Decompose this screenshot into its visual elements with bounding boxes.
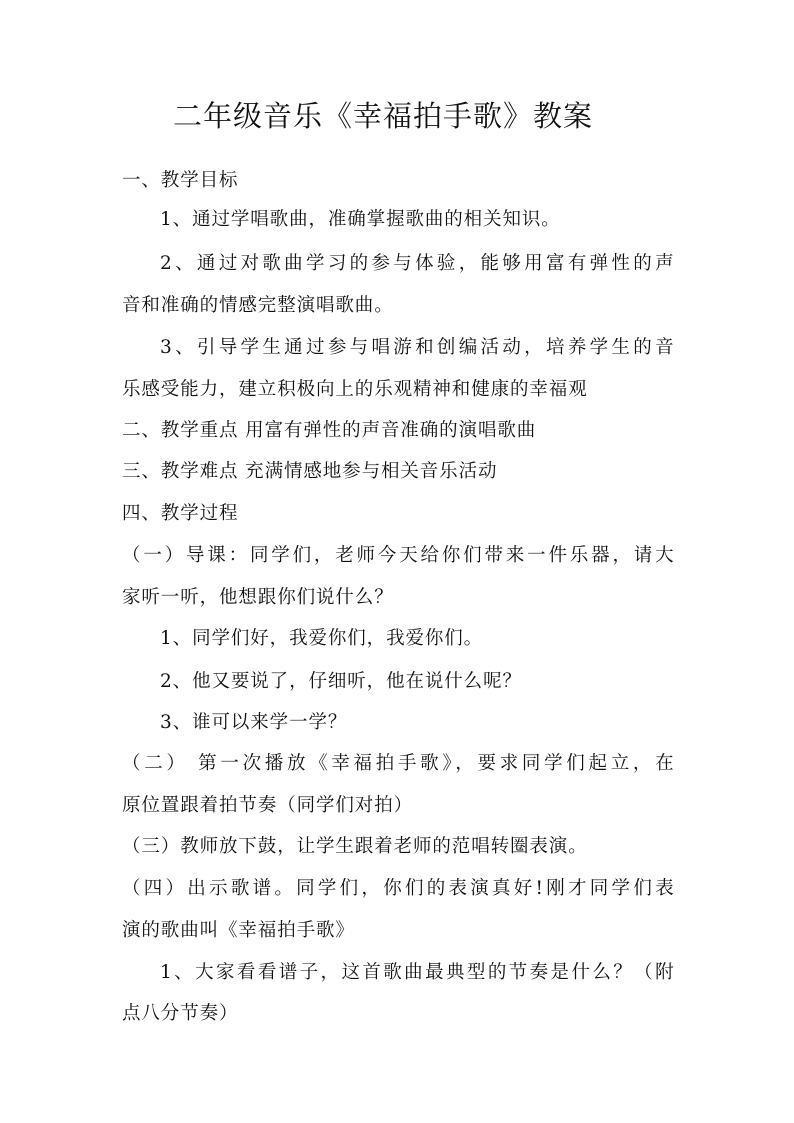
paragraph-line: 家听一听，他想跟你们说什么？: [122, 587, 394, 608]
paragraph-line: 2、他又要说了，仔细听，他在说什么呢？: [160, 671, 522, 692]
paragraph-line: 音和准确的情感完整演唱歌曲。: [122, 295, 394, 316]
section-heading-key-points: 二、教学重点 用富有弹性的声音准确的演唱歌曲: [122, 420, 537, 441]
paragraph-line: （四）出示歌谱。同学们，你们的表演真好!刚才同学们表: [122, 878, 674, 899]
paragraph-line: 1、通过学唱歌曲，准确掌握歌曲的相关知识。: [160, 209, 561, 230]
paragraph-line: 1、同学们好，我爱你们，我爱你们。: [160, 628, 484, 649]
paragraph-line: 3、谁可以来学一学？: [160, 712, 348, 733]
paragraph-line: 乐感受能力，建立积极向上的乐观精神和健康的幸福观: [122, 379, 588, 400]
document-title: 二年级音乐《幸福拍手歌》教案: [172, 99, 593, 133]
paragraph-line: （二） 第一次播放《幸福拍手歌》，要求同学们起立，在: [122, 753, 674, 774]
paragraph-line: 原位置跟着拍节奏（同学们对拍）: [122, 795, 414, 816]
paragraph-line: 1、大家看看谱子，这首歌曲最典型的节奏是什么？（附: [160, 962, 674, 983]
section-heading-difficulties: 三、教学难点 充满情感地参与相关音乐活动: [122, 461, 498, 482]
paragraph-line: （三）教师放下鼓，让学生跟着老师的范唱转圈表演。: [122, 836, 588, 857]
paragraph-line: 3、引导学生通过参与唱游和创编活动，培养学生的音: [160, 337, 674, 358]
paragraph-line: 2、通过对歌曲学习的参与体验，能够用富有弹性的声: [160, 253, 674, 274]
section-heading-objectives: 一、教学目标: [122, 170, 239, 191]
paragraph-line: （一）导课：同学们，老师今天给你们带来一件乐器，请大: [122, 545, 674, 566]
section-heading-process: 四、教学过程: [122, 503, 239, 524]
paragraph-line: 点八分节奏）: [122, 1003, 239, 1024]
paragraph-line: 演的歌曲叫《幸福拍手歌》: [122, 920, 355, 941]
